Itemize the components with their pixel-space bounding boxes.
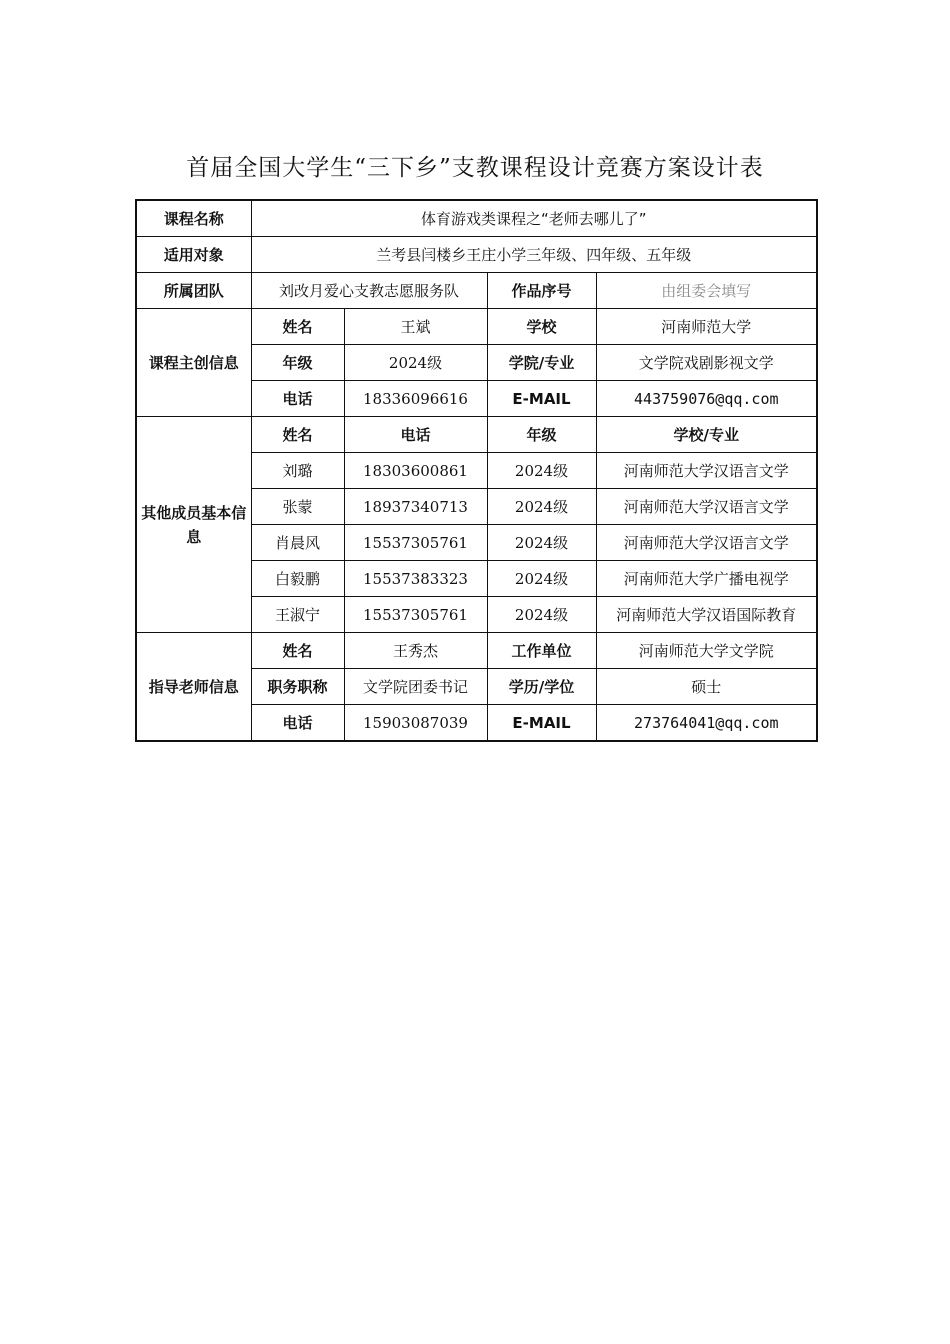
creator-grade: 2024级 <box>344 345 487 381</box>
creator-section-label: 课程主创信息 <box>136 309 251 417</box>
member-phone: 15537305761 <box>344 597 487 633</box>
member-name: 王淑宁 <box>251 597 344 633</box>
row-creator-name <box>136 309 817 345</box>
member-phone: 18303600861 <box>344 453 487 489</box>
member-school: 河南师范大学汉语国际教育 <box>596 597 817 633</box>
member-name: 白毅鹏 <box>251 561 344 597</box>
member-phone: 15537383323 <box>344 561 487 597</box>
creator-phone: 18336096616 <box>344 381 487 417</box>
serial-value: 由组委会填写 <box>596 273 817 309</box>
member-name: 刘璐 <box>251 453 344 489</box>
creator-college: 文学院戏剧影视文学 <box>596 345 817 381</box>
member-grade: 2024级 <box>487 597 596 633</box>
creator-name-label: 姓名 <box>251 309 344 345</box>
design-form-table <box>135 199 818 742</box>
advisor-phone: 15903087039 <box>344 705 487 742</box>
member-grade: 2024级 <box>487 489 596 525</box>
members-header-name: 姓名 <box>251 417 344 453</box>
course-name-value: 体育游戏类课程之“老师去哪儿了” <box>251 200 817 237</box>
member-grade: 2024级 <box>487 561 596 597</box>
audience-value: 兰考县闫楼乡王庄小学三年级、四年级、五年级 <box>251 237 817 273</box>
member-school: 河南师范大学汉语言文学 <box>596 489 817 525</box>
member-grade: 2024级 <box>487 525 596 561</box>
creator-name: 王斌 <box>344 309 487 345</box>
team-value: 刘改月爱心支教志愿服务队 <box>251 273 487 309</box>
creator-school: 河南师范大学 <box>596 309 817 345</box>
member-grade: 2024级 <box>487 453 596 489</box>
serial-label: 作品序号 <box>487 273 596 309</box>
creator-phone-label: 电话 <box>251 381 344 417</box>
creator-college-label: 学院/专业 <box>487 345 596 381</box>
advisor-section-label: 指导老师信息 <box>136 633 251 742</box>
advisor-unit-label: 工作单位 <box>487 633 596 669</box>
creator-email: 443759076@qq.com <box>596 381 817 417</box>
advisor-email: 273764041@qq.com <box>596 705 817 742</box>
member-school: 河南师范大学汉语言文学 <box>596 525 817 561</box>
row-members-header <box>136 417 817 453</box>
row-audience <box>136 237 817 273</box>
advisor-degree: 硕士 <box>596 669 817 705</box>
advisor-phone-label: 电话 <box>251 705 344 742</box>
advisor-title: 文学院团委书记 <box>344 669 487 705</box>
row-team <box>136 273 817 309</box>
members-header-school: 学校/专业 <box>596 417 817 453</box>
members-section-label: 其他成员基本信息 <box>136 417 251 633</box>
document-title: 首届全国大学生“三下乡”支教课程设计竞赛方案设计表 <box>186 155 764 181</box>
row-advisor-name <box>136 633 817 669</box>
creator-school-label: 学校 <box>487 309 596 345</box>
advisor-email-label: E-MAIL <box>487 705 596 742</box>
row-course-name <box>136 200 817 237</box>
course-name-label: 课程名称 <box>136 200 251 237</box>
team-label: 所属团队 <box>136 273 251 309</box>
member-school: 河南师范大学汉语言文学 <box>596 453 817 489</box>
members-header-grade: 年级 <box>487 417 596 453</box>
member-name: 肖晨风 <box>251 525 344 561</box>
creator-grade-label: 年级 <box>251 345 344 381</box>
creator-email-label: E-MAIL <box>487 381 596 417</box>
member-school: 河南师范大学广播电视学 <box>596 561 817 597</box>
advisor-title-label: 职务职称 <box>251 669 344 705</box>
advisor-unit: 河南师范大学文学院 <box>596 633 817 669</box>
advisor-name: 王秀杰 <box>344 633 487 669</box>
advisor-name-label: 姓名 <box>251 633 344 669</box>
member-phone: 15537305761 <box>344 525 487 561</box>
advisor-degree-label: 学历/学位 <box>487 669 596 705</box>
member-phone: 18937340713 <box>344 489 487 525</box>
member-name: 张蒙 <box>251 489 344 525</box>
members-header-phone: 电话 <box>344 417 487 453</box>
audience-label: 适用对象 <box>136 237 251 273</box>
